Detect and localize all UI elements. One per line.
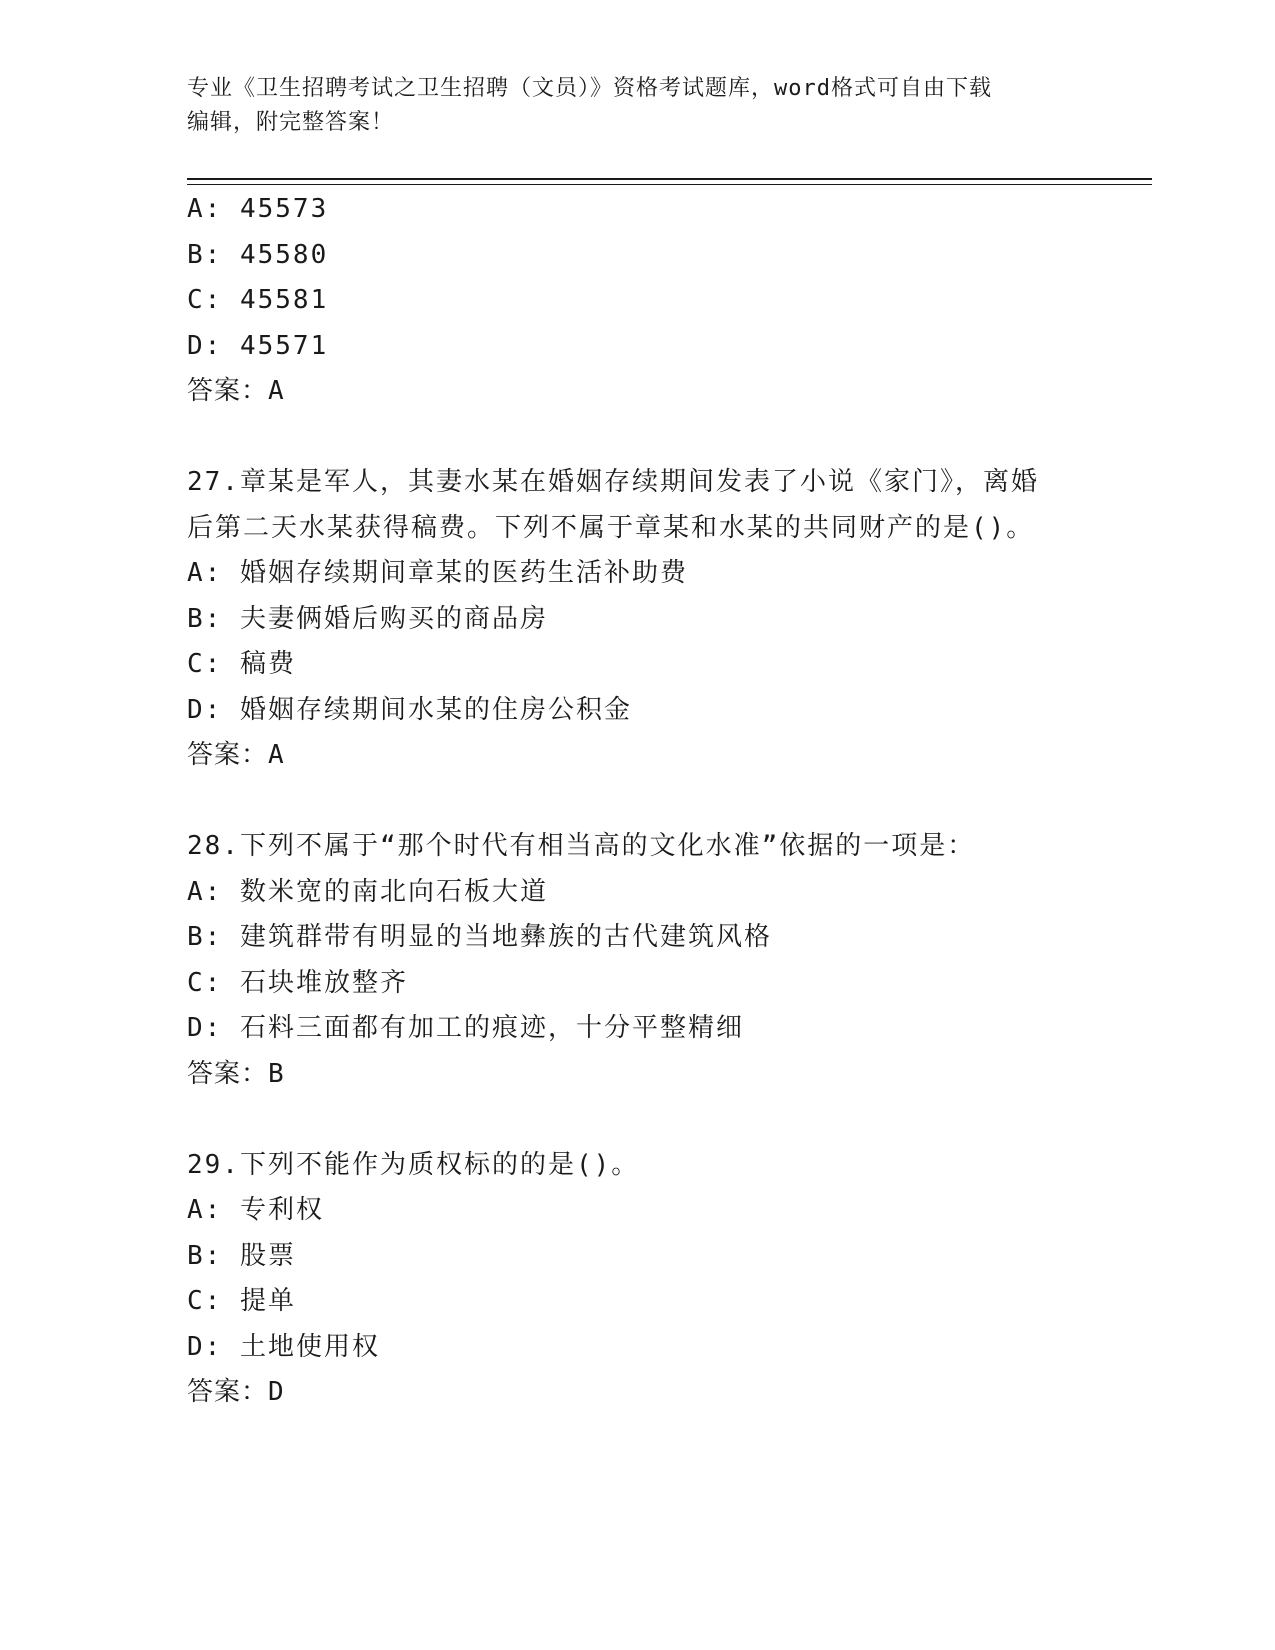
header-line-2: 编辑，附完整答案！: [187, 110, 395, 135]
option-b: B: 夫妻俩婚后购买的商品房: [187, 603, 548, 634]
question-27: [187, 460, 1087, 779]
question-stem: 29.下列不能作为质权标的的是()。: [187, 1149, 640, 1180]
option-d: D: 石料三面都有加工的痕迹，十分平整精细: [187, 1013, 744, 1043]
answer-value: A: [268, 376, 285, 406]
option-c: C: 稿费: [187, 649, 296, 679]
option-b: B: 45580: [187, 239, 329, 270]
answer-label: 答案：: [187, 1377, 269, 1407]
answer-line: [187, 369, 1087, 415]
answer-value: A: [268, 740, 285, 770]
spacer: [187, 415, 1087, 461]
option-c: C: 提单: [187, 1286, 296, 1316]
question-26: [187, 187, 1087, 415]
option-b: B: 建筑群带有明显的当地彝族的古代建筑风格: [187, 922, 772, 952]
question-stem: 28.下列不属于“那个时代有相当高的文化水准”依据的一项是：: [187, 831, 976, 861]
question-29: [187, 1143, 1087, 1416]
answer-line: [187, 733, 1087, 779]
spacer: [187, 1097, 1087, 1143]
option-a: A: 专利权: [187, 1195, 324, 1225]
option-a: A: 数米宽的南北向石板大道: [187, 876, 548, 907]
option-a: A: 婚姻存续期间章某的医药生活补助费: [187, 558, 688, 588]
question-stem: 后第二天水某获得稿费。下列不属于章某和水某的共同财产的是()。: [187, 512, 1035, 543]
answer-line: [187, 1370, 1087, 1416]
answer-label: 答案：: [187, 1058, 269, 1089]
option-d: D: 土地使用权: [187, 1331, 380, 1362]
answer-label: 答案：: [187, 740, 269, 770]
answer-label: 答案：: [187, 376, 269, 406]
option-c: C: 45581: [187, 285, 329, 315]
header-divider-thick: [187, 178, 1152, 180]
option-d: D: 婚姻存续期间水某的住房公积金: [187, 694, 632, 725]
option-c: C: 石块堆放整齐: [187, 967, 408, 998]
question-stem: 27.章某是军人，其妻水某在婚姻存续期间发表了小说《家门》，离婚: [187, 467, 1039, 497]
option-d: D: 45571: [187, 330, 329, 361]
header-divider-thin: [187, 184, 1152, 185]
header-line-1: 专业《卫生招聘考试之卫生招聘（文员）》资格考试题库，word格式可自由下载: [187, 76, 992, 101]
document-header: [187, 72, 1087, 140]
option-b: B: 股票: [187, 1240, 296, 1271]
question-28: [187, 824, 1087, 1097]
answer-value: B: [268, 1058, 285, 1089]
question-list: [187, 187, 1087, 1416]
answer-line: [187, 1052, 1087, 1098]
spacer: [187, 779, 1087, 825]
option-a: A: 45573: [187, 194, 329, 224]
answer-value: D: [268, 1377, 285, 1407]
